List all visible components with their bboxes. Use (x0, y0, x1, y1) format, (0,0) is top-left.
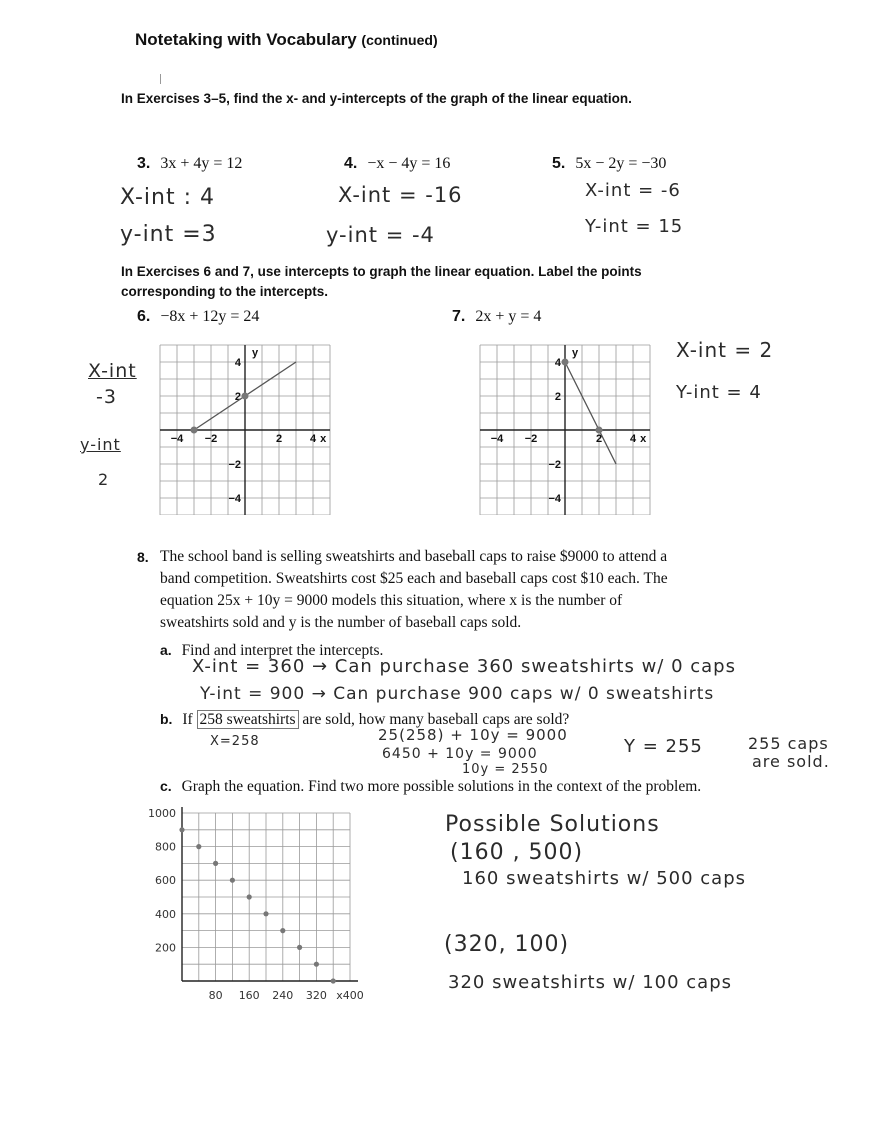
page-title (135, 30, 438, 50)
part-c-text: Graph the equation. Find two more possible solutions in the context of the problem. (181, 778, 702, 795)
graph-ex6 (155, 343, 335, 515)
problem-8 (137, 546, 149, 569)
section2-instruction-line2: corresponding to the intercepts. (121, 284, 329, 299)
x-tick-label: 160 (238, 989, 260, 1002)
exercise-6 (137, 308, 259, 326)
tick-label-x-neg4: −4 (170, 433, 184, 445)
x-tick-label: 80 (208, 989, 223, 1002)
problem-8-line2: band competition. Sweatshirts cost $25 each and baseball caps cost $10 each. The (160, 570, 668, 587)
y-axis-label: y (571, 346, 579, 359)
part-a-text: Find and interpret the intercepts. (181, 642, 384, 659)
exercise-4-number: 4. (344, 155, 358, 172)
problem-8-line3: equation 25x + 10y = 9000 models this situation, where x is the number of (160, 592, 623, 609)
part-c-label: c. (160, 778, 172, 794)
part-b-hw-work3: 10y = 2550 (462, 762, 549, 777)
intercept-point (562, 359, 569, 366)
part-c-hw-solution2-desc: 320 sweatshirts w/ 100 caps (448, 972, 733, 993)
data-point (247, 894, 252, 899)
tick-label-y-neg2: −2 (548, 459, 561, 471)
tick-label-x-4: 4 (629, 433, 637, 445)
x-tick-label: 320 (305, 989, 327, 1002)
exercise-6-number: 6. (137, 308, 151, 325)
exercise-3-number: 3. (137, 155, 151, 172)
tick-label-x-neg2: −2 (204, 433, 218, 445)
exercise-5 (552, 155, 666, 173)
exercise-3 (137, 155, 242, 173)
x-tick-label: 240 (272, 989, 294, 1002)
exercise-7 (452, 308, 541, 326)
exercise-7-equation: 2x + y = 4 (475, 308, 542, 325)
part-b-text-after: are sold, how many baseball caps are sold? (302, 711, 570, 728)
exercise-4-equation: −x − 4y = 16 (367, 155, 451, 172)
tick-label-y-neg4: −4 (228, 493, 241, 505)
tick-label-x-2: 2 (595, 433, 603, 445)
part-b-hw-answer1: 255 caps (748, 734, 829, 753)
ex3-handwritten-x-int: X-int : 4 (120, 185, 215, 210)
tick-label-y-4: 4 (554, 357, 561, 369)
ex3-handwritten-y-int: y-int =3 (120, 222, 217, 247)
problem-8-line1: The school band is selling sweatshirts and baseball caps to raise $9000 to attend a (160, 548, 668, 565)
scan-mark (160, 74, 161, 84)
ex6-note-x-int-value: -3 (96, 386, 117, 408)
intercept-point (596, 427, 603, 434)
data-point (230, 878, 235, 883)
data-point (179, 827, 184, 832)
part-c-hw-solution2: (320, 100) (444, 932, 570, 957)
title-main: Notetaking with Vocabulary (135, 30, 357, 49)
x-axis-label: x (640, 433, 647, 445)
data-point (297, 945, 302, 950)
problem-8-number: 8. (137, 549, 149, 565)
tick-label-x-4: 4 (309, 433, 317, 445)
data-point (280, 928, 285, 933)
part-c-hw-title: Possible Solutions (445, 812, 660, 837)
tick-label-x-neg2: −2 (524, 433, 538, 445)
part-b-text-before: If (182, 711, 193, 728)
data-point (331, 978, 336, 983)
data-point (314, 962, 319, 967)
y-tick-label: 200 (155, 941, 176, 955)
exercise-5-equation: 5x − 2y = −30 (575, 155, 667, 172)
tick-label-y-neg4: −4 (548, 493, 561, 505)
ex6-note-y-int-value: 2 (98, 470, 110, 489)
ex7-note-y-int: Y-int = 4 (676, 382, 762, 403)
section2-instruction (121, 262, 642, 302)
intercept-point (191, 427, 198, 434)
y-tick-label: 400 (155, 907, 176, 921)
data-point (213, 861, 218, 866)
part-b-boxed-text: 258 sweatshirts (197, 710, 299, 729)
part-a-handwritten-1: X-int = 360 → Can purchase 360 sweatshirts w/ 0 caps (192, 656, 736, 677)
part-a-handwritten-2: Y-int = 900 → Can purchase 900 caps w/ 0 sweatshirts (200, 684, 715, 704)
ex5-handwritten-x-int: X-int = -6 (585, 180, 681, 201)
title-sub: (continued) (361, 32, 438, 48)
intercept-point (242, 393, 249, 400)
y-tick-label: 1000 (148, 807, 176, 820)
part-b-hw-work2: 6450 + 10y = 9000 (382, 746, 538, 762)
ex4-handwritten-x-int: X-int = -16 (338, 183, 463, 207)
y-tick-label: 600 (155, 874, 176, 888)
part-b-hw-x: X=258 (210, 734, 260, 749)
data-point (263, 911, 268, 916)
ex5-handwritten-y-int: Y-int = 15 (585, 216, 684, 237)
part-c (160, 778, 701, 796)
problem-8-line4: sweatshirts sold and y is the number of baseball caps sold. (160, 614, 522, 631)
part-c-hw-solution1-desc: 160 sweatshirts w/ 500 caps (462, 868, 747, 889)
graph-ex7 (475, 343, 655, 515)
ex6-note-x-int-label: X-int (88, 360, 137, 382)
x-tick-label: x400 (336, 989, 364, 1002)
tick-label-y-2: 2 (234, 391, 241, 403)
data-point (196, 844, 201, 849)
y-tick-label: 800 (155, 840, 176, 854)
part-a-label: a. (160, 642, 172, 658)
section2-instruction-line1: In Exercises 6 and 7, use intercepts to graph the linear equation. Label the points (121, 264, 642, 279)
part-c-hw-solution1: (160 , 500) (450, 840, 584, 865)
part-b-label: b. (160, 711, 173, 727)
ex6-note-y-int-label: y-int (80, 435, 121, 454)
exercise-5-number: 5. (552, 155, 566, 172)
tick-label-y-2: 2 (554, 391, 561, 403)
tick-label-y-4: 4 (234, 357, 241, 369)
exercise-3-equation: 3x + 4y = 12 (160, 155, 243, 172)
exercise-7-number: 7. (452, 308, 466, 325)
ex7-note-x-int: X-int = 2 (676, 338, 774, 362)
problem-8-text (160, 546, 668, 634)
part-b-hw-answer2: are sold. (752, 752, 830, 771)
part-b-hw-work1: 25(258) + 10y = 9000 (378, 726, 568, 744)
y-axis-label: y (251, 346, 259, 359)
tick-label-x-neg4: −4 (490, 433, 504, 445)
tick-label-x-2: 2 (275, 433, 283, 445)
ex4-handwritten-y-int: y-int = -4 (326, 223, 435, 247)
part-b-hw-y: Y = 255 (624, 736, 703, 757)
section1-instruction: In Exercises 3–5, find the x- and y-intercepts of the graph of the linear equation. (121, 91, 632, 106)
tick-label-y-neg2: −2 (228, 459, 241, 471)
exercise-6-equation: −8x + 12y = 24 (160, 308, 260, 325)
exercise-4 (344, 155, 450, 173)
graph-ex8c (140, 805, 400, 1010)
x-axis-label: x (320, 433, 327, 445)
